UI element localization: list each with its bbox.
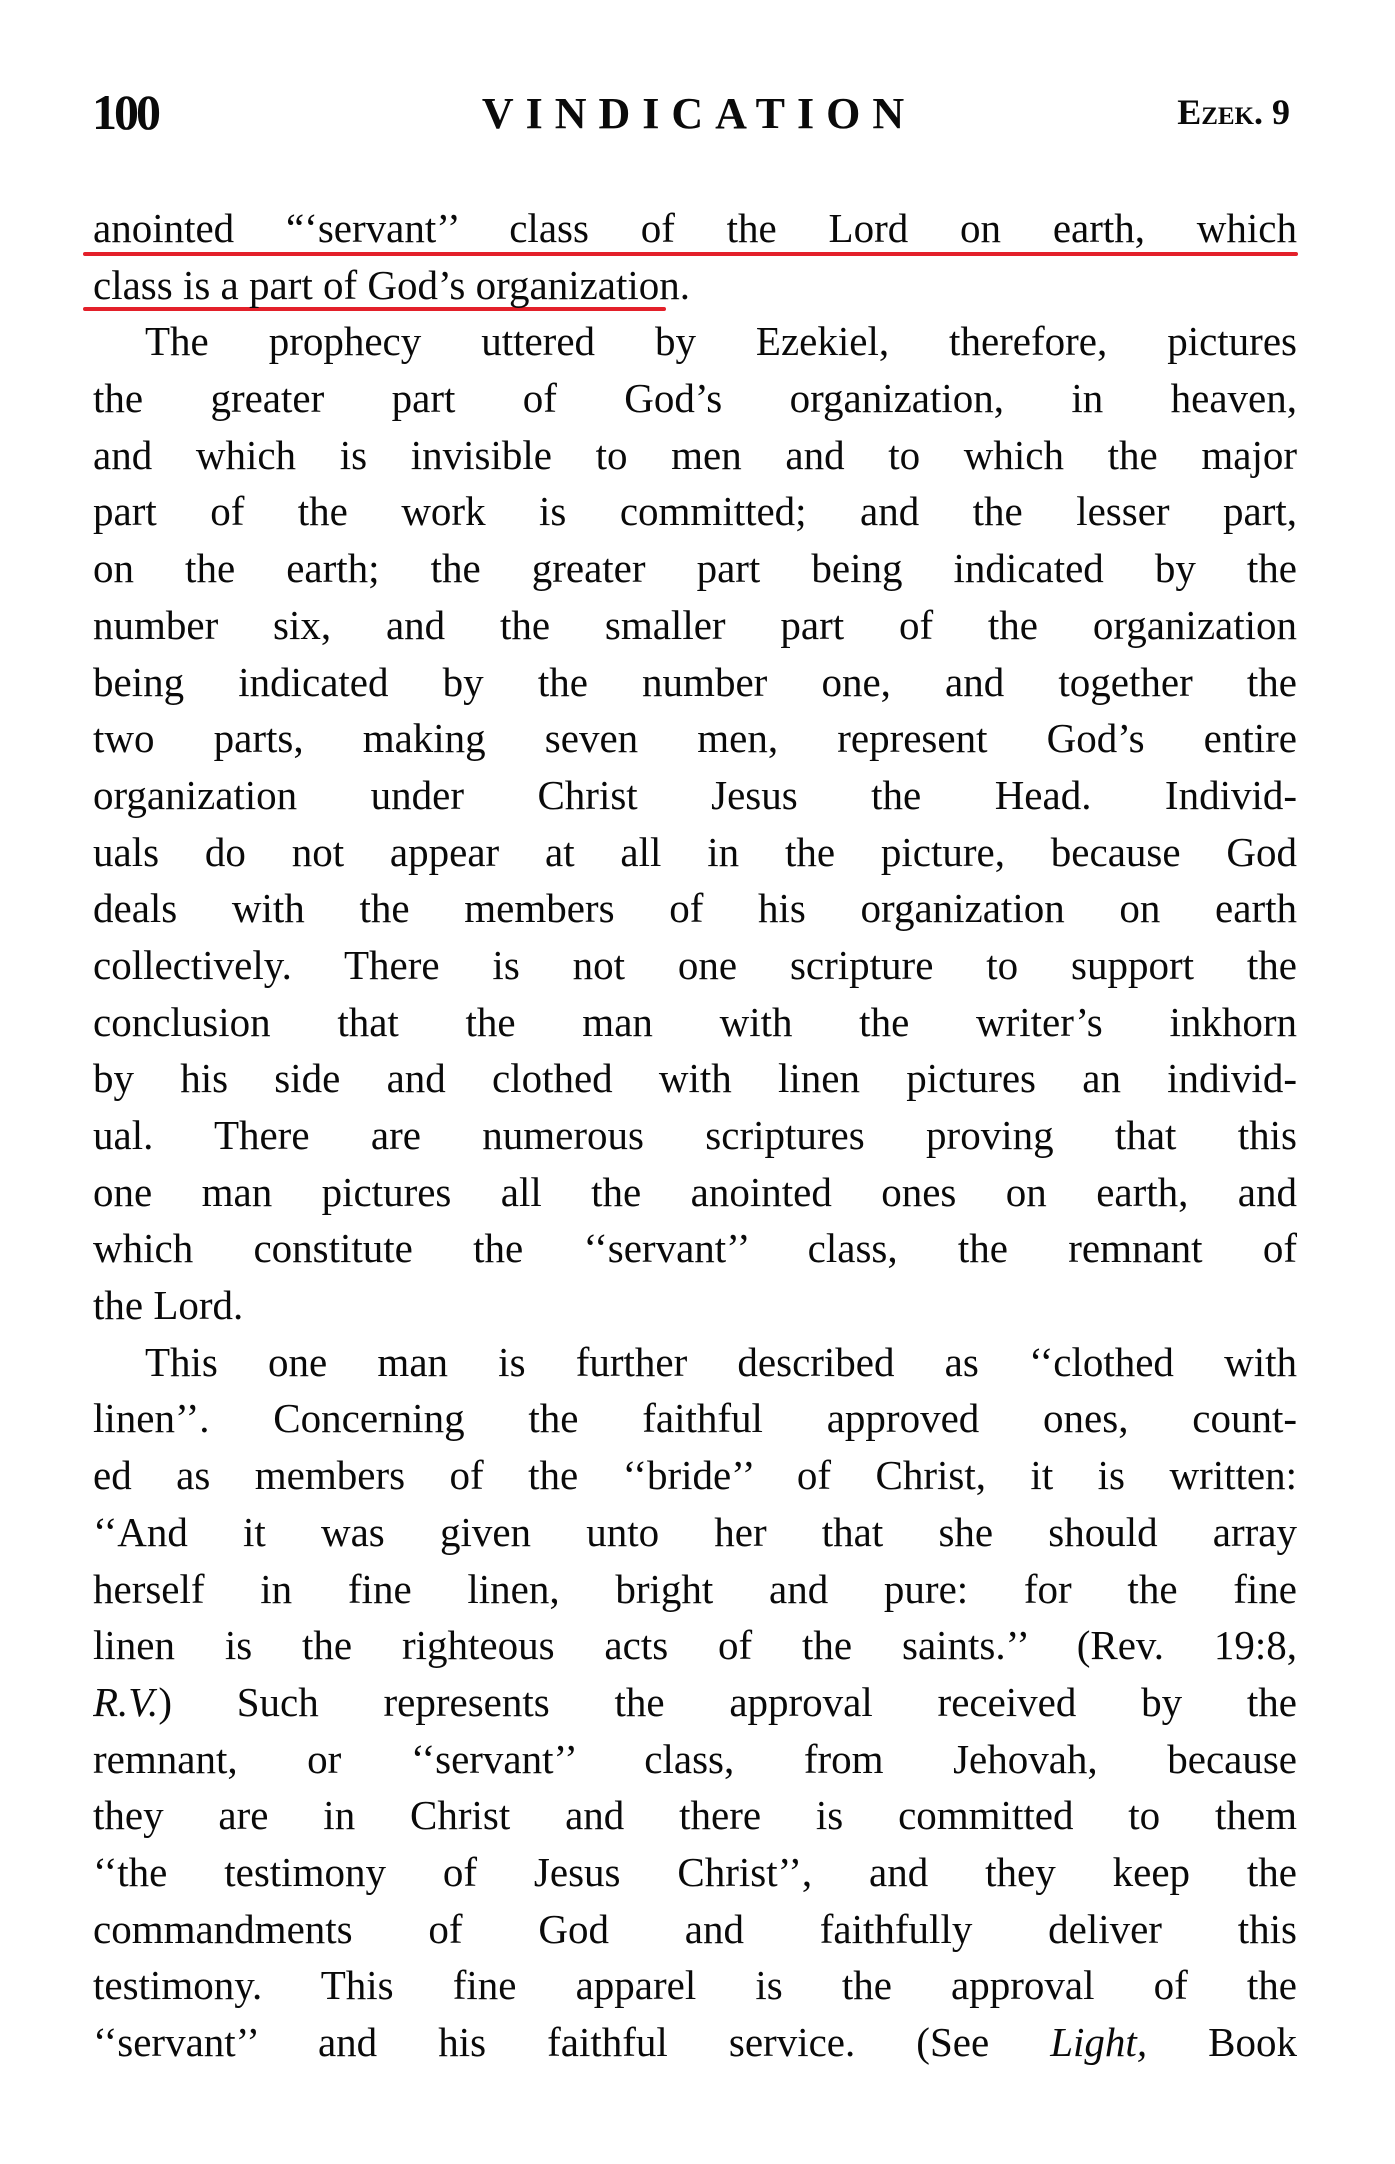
text-line: collectively. There is not one scripture to support the: [93, 941, 1297, 988]
text-line: class is a part of God’s organization.: [93, 261, 691, 308]
text-line: they are in Christ and there is committed to them: [93, 1792, 1297, 1839]
text-line: and which is invisible to men and to which the major: [93, 431, 1297, 478]
page-number: 100: [92, 84, 158, 140]
chapter-reference: [1177, 88, 1290, 136]
text-line: ‘‘And it was given unto her that she should array: [93, 1508, 1297, 1555]
text-line: two parts, making seven men, represent God’s entire: [93, 715, 1297, 762]
text-line: organization under Christ Jesus the Head. Individ-: [93, 771, 1297, 818]
text-run: Book: [1147, 2019, 1297, 2065]
paragraph: [93, 200, 1297, 313]
text-line: anointed “‘servant’’ class of the Lord on earth, which: [93, 205, 1297, 251]
italic-citation: Light,: [1050, 2019, 1148, 2065]
text-line: conclusion that the man with the writer’s inkhorn: [93, 998, 1297, 1045]
text-line: on the earth; the greater part being indicated by the: [93, 545, 1297, 592]
text-line: the greater part of God’s organization, in heaven,: [93, 375, 1297, 422]
text-line: linen is the righteous acts of the saints.’’ (Rev. 19:8,: [93, 1622, 1297, 1669]
body-text: [93, 200, 1297, 2071]
text-line: number six, and the smaller part of the organization: [93, 601, 1297, 648]
text-line: herself in fine linen, bright and pure: for the fine: [93, 1565, 1297, 1612]
text-line: ‘‘the testimony of Jesus Christ’’, and they keep the: [93, 1848, 1297, 1895]
text-line: remnant, or ‘‘servant’’ class, from Jehovah, because: [93, 1735, 1297, 1782]
text-line: one man pictures all the anointed ones on earth, and: [93, 1168, 1297, 1215]
running-head: [92, 84, 1298, 140]
text-line: being indicated by the number one, and together the: [93, 658, 1297, 705]
paragraph: [93, 313, 1297, 1333]
text-line: [93, 2014, 1297, 2071]
text-line: [93, 1674, 1297, 1731]
italic-citation: R.V.: [93, 1678, 159, 1725]
text-line: This one man is further described as ‘‘clothed with: [145, 1338, 1297, 1385]
text-line: by his side and clothed with linen pictures an individ-: [93, 1055, 1297, 1102]
text-line: uals do not appear at all in the picture, because God: [93, 828, 1297, 875]
text-line: which constitute the ‘‘servant’’ class, the remnant of: [93, 1225, 1297, 1272]
text-run: ) Such represents the approval received by the: [158, 1678, 1297, 1725]
paragraph: [93, 1334, 1297, 2071]
text-line: testimony. This fine apparel is the approval of the: [93, 1962, 1297, 2009]
text-line: linen’’. Concerning the faithful approved ones, count-: [93, 1395, 1297, 1442]
text-line: ual. There are numerous scriptures proving that this: [93, 1112, 1297, 1158]
text-line: part of the work is committed; and the lesser part,: [93, 488, 1297, 535]
text-line: The prophecy uttered by Ezekiel, therefore, pictures: [145, 318, 1297, 365]
text-line: ed as members of the ‘‘bride’’ of Christ, it is written:: [93, 1452, 1297, 1499]
book-title: VINDICATION: [481, 89, 917, 138]
text-line: commandments of God and faithfully deliver this: [93, 1905, 1297, 1952]
text-run: ‘‘servant’’ and his faithful service. (See: [93, 2019, 1051, 2065]
text-line: deals with the members of his organization on earth: [93, 885, 1297, 932]
chapter-reference-text: Ezek. 9: [1177, 92, 1290, 132]
text-line: the Lord.: [93, 1282, 244, 1329]
